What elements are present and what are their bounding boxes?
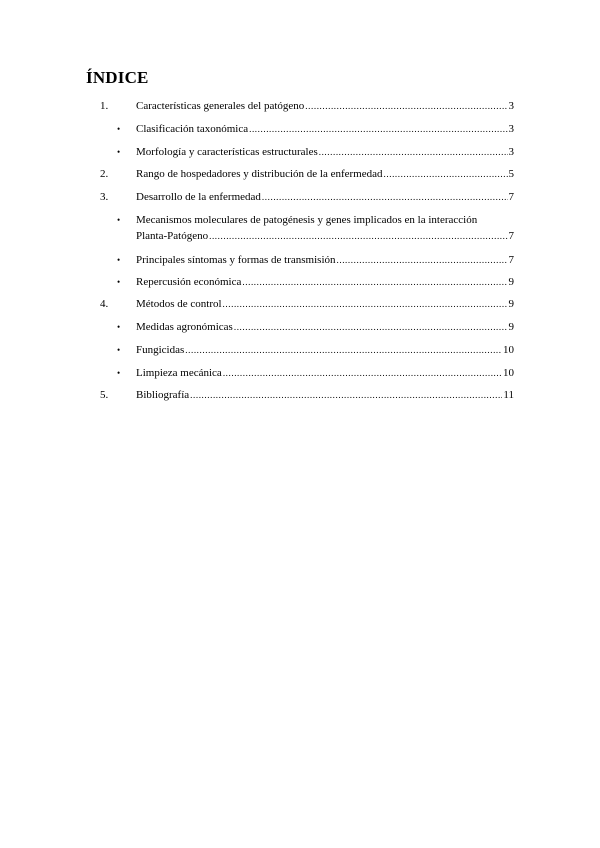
toc-entry-number: 2.	[100, 168, 109, 180]
toc-leader-dots	[185, 343, 502, 357]
toc-entry-text: Fungicidas	[136, 344, 185, 356]
toc-entry-number: 5.	[100, 389, 109, 401]
bullet-icon: •	[117, 322, 121, 332]
toc-page-number: 9	[508, 321, 514, 333]
toc-page-number: 3	[508, 100, 514, 112]
toc-leader-dots	[190, 388, 502, 402]
toc-entry-text: Características generales del patógeno	[136, 100, 305, 112]
toc-entry-text-line2: Planta-Patógeno	[136, 230, 209, 242]
toc-leader-dots	[337, 253, 508, 267]
toc-page-number: 3	[508, 146, 514, 158]
bullet-icon: •	[117, 368, 121, 378]
toc-entry-text: Bibliografía	[136, 389, 190, 401]
toc-page-number: 9	[508, 298, 514, 310]
toc-leader-dots	[234, 320, 508, 334]
toc-leader-dots	[223, 366, 502, 380]
toc-page-number: 10	[503, 344, 514, 356]
toc-page-number: 5	[508, 168, 514, 180]
toc-entry-text: Limpieza mecánica	[136, 367, 222, 379]
toc-leader-dots	[223, 297, 508, 311]
toc-page-number: 7	[508, 191, 514, 203]
toc-page-number: 9	[508, 276, 514, 288]
bullet-icon: •	[117, 215, 121, 225]
bullet-icon: •	[117, 124, 121, 134]
toc-entry-text-line1: Mecanismos moleculares de patogénesis y genes implicados en la interacción	[136, 214, 478, 226]
bullet-icon: •	[117, 277, 121, 287]
toc-page-number: 7	[508, 254, 514, 266]
bullet-icon: •	[117, 255, 121, 265]
toc-entry-number: 1.	[100, 100, 109, 112]
toc-entry-text: Clasificación taxonómica	[136, 123, 249, 135]
bullet-icon: •	[117, 345, 121, 355]
toc-entry-number: 4.	[100, 298, 109, 310]
bullet-icon: •	[117, 147, 121, 157]
toc-leader-dots	[242, 275, 507, 289]
toc-page-number: 11	[503, 389, 514, 401]
toc-entry-text: Desarrollo de la enfermedad	[136, 191, 261, 203]
toc-entry-text: Principales síntomas y formas de transmisión	[136, 254, 336, 266]
toc-leader-dots	[384, 167, 508, 181]
toc-leader-dots	[305, 99, 507, 113]
toc-leader-dots	[249, 122, 507, 136]
toc-leader-dots	[209, 229, 507, 243]
toc-entry-text: Morfología y características estructurales	[136, 146, 318, 158]
toc-page-number: 3	[508, 123, 514, 135]
toc-title: ÍNDICE	[86, 68, 149, 87]
toc-entry-text: Repercusión económica	[136, 276, 242, 288]
toc-page-number: 7	[508, 230, 514, 242]
toc-leader-dots	[262, 190, 508, 204]
toc-page-number: 10	[503, 367, 514, 379]
toc-entry-text: Rango de hospedadores y distribución de la enfermedad	[136, 168, 383, 180]
toc-entry-text: Medidas agronómicas	[136, 321, 233, 333]
toc-entry-text: Métodos de control	[136, 298, 222, 310]
toc-leader-dots	[319, 145, 508, 159]
toc-entry-number: 3.	[100, 191, 109, 203]
